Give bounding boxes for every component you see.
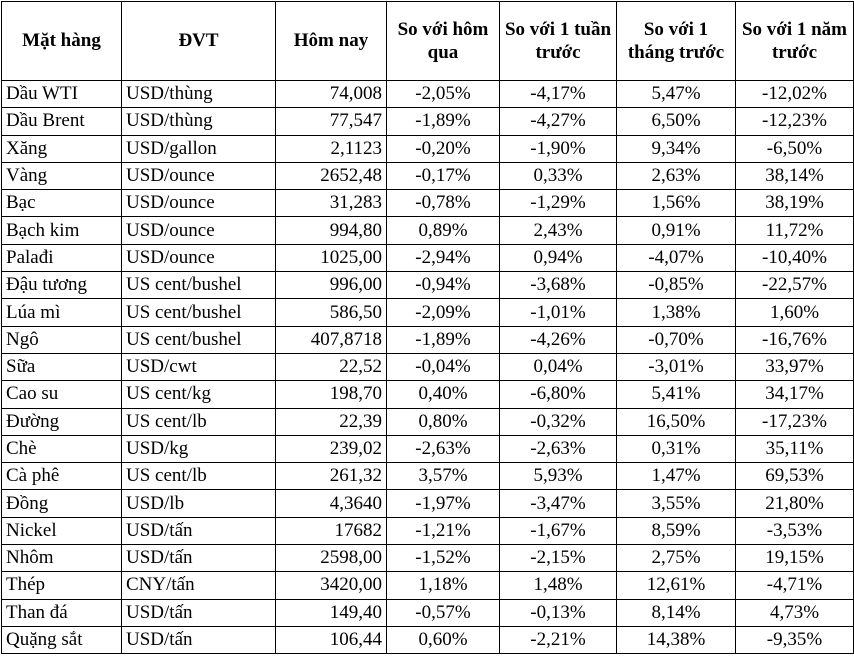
table-row — [2, 108, 854, 135]
cell-today: 3420,00 — [276, 572, 387, 599]
table-row — [2, 244, 854, 271]
cell-vs-week: -6,80% — [500, 381, 617, 408]
cell-unit: US cent/bushel — [122, 299, 276, 326]
cell-vs-year: -12,23% — [736, 108, 854, 135]
cell-vs-week: -1,01% — [500, 299, 617, 326]
table-row — [2, 626, 854, 653]
table-row — [2, 162, 854, 189]
table-row — [2, 190, 854, 217]
cell-vs-week: -2,15% — [500, 545, 617, 572]
cell-unit: USD/cwt — [122, 353, 276, 380]
cell-vs-year: 35,11% — [736, 435, 854, 462]
cell-unit: USD/gallon — [122, 135, 276, 162]
cell-vs-month: 8,59% — [617, 517, 736, 544]
cell-today: 2,1123 — [276, 135, 387, 162]
cell-commodity: Nhôm — [2, 545, 122, 572]
commodity-price-table — [1, 1, 854, 654]
table-row — [2, 81, 854, 108]
cell-vs-month: -0,70% — [617, 326, 736, 353]
cell-vs-year: 11,72% — [736, 217, 854, 244]
cell-today: 31,283 — [276, 190, 387, 217]
cell-vs-month: 6,50% — [617, 108, 736, 135]
cell-commodity: Than đá — [2, 599, 122, 626]
table-body — [2, 81, 854, 654]
cell-vs-week: 0,04% — [500, 353, 617, 380]
cell-vs-month: 0,31% — [617, 435, 736, 462]
cell-vs-yesterday: -0,78% — [387, 190, 500, 217]
cell-unit: USD/tấn — [122, 599, 276, 626]
cell-vs-yesterday: -0,17% — [387, 162, 500, 189]
cell-vs-month: 3,55% — [617, 490, 736, 517]
cell-vs-year: 33,97% — [736, 353, 854, 380]
cell-vs-week: 1,48% — [500, 572, 617, 599]
cell-unit: USD/thùng — [122, 108, 276, 135]
cell-vs-yesterday: -0,57% — [387, 599, 500, 626]
cell-vs-yesterday: -0,94% — [387, 272, 500, 299]
cell-vs-yesterday: -0,04% — [387, 353, 500, 380]
cell-commodity: Quặng sắt — [2, 626, 122, 653]
cell-commodity: Cao su — [2, 381, 122, 408]
cell-vs-week: -3,68% — [500, 272, 617, 299]
cell-unit: CNY/tấn — [122, 572, 276, 599]
cell-vs-yesterday: -1,89% — [387, 326, 500, 353]
cell-vs-week: -1,29% — [500, 190, 617, 217]
table-row — [2, 545, 854, 572]
cell-vs-yesterday: -1,52% — [387, 545, 500, 572]
cell-vs-year: -12,02% — [736, 81, 854, 108]
cell-unit: US cent/bushel — [122, 326, 276, 353]
table-row — [2, 408, 854, 435]
cell-vs-year: -6,50% — [736, 135, 854, 162]
cell-vs-month: 8,14% — [617, 599, 736, 626]
cell-commodity: Bạch kim — [2, 217, 122, 244]
cell-today: 74,008 — [276, 81, 387, 108]
cell-vs-year: 34,17% — [736, 381, 854, 408]
cell-today: 407,8718 — [276, 326, 387, 353]
cell-commodity: Dầu WTI — [2, 81, 122, 108]
header-vs-week: So với 1 tuần trước — [500, 2, 617, 81]
cell-vs-yesterday: 3,57% — [387, 463, 500, 490]
header-today: Hôm nay — [276, 2, 387, 81]
cell-vs-month: 2,63% — [617, 162, 736, 189]
cell-commodity: Thép — [2, 572, 122, 599]
cell-vs-week: -0,32% — [500, 408, 617, 435]
cell-vs-week: 2,43% — [500, 217, 617, 244]
cell-unit: USD/ounce — [122, 190, 276, 217]
cell-today: 2652,48 — [276, 162, 387, 189]
cell-commodity: Lúa mì — [2, 299, 122, 326]
cell-vs-week: -1,90% — [500, 135, 617, 162]
table-row — [2, 217, 854, 244]
cell-unit: USD/lb — [122, 490, 276, 517]
cell-today: 149,40 — [276, 599, 387, 626]
cell-vs-week: -2,21% — [500, 626, 617, 653]
cell-vs-year: 69,53% — [736, 463, 854, 490]
cell-vs-week: -4,17% — [500, 81, 617, 108]
cell-vs-month: -0,85% — [617, 272, 736, 299]
header-unit: ĐVT — [122, 2, 276, 81]
cell-vs-week: -0,13% — [500, 599, 617, 626]
cell-vs-month: 5,47% — [617, 81, 736, 108]
cell-vs-month: 2,75% — [617, 545, 736, 572]
cell-vs-week: 0,33% — [500, 162, 617, 189]
cell-vs-month: 1,38% — [617, 299, 736, 326]
cell-today: 239,02 — [276, 435, 387, 462]
cell-commodity: Cà phê — [2, 463, 122, 490]
table-row — [2, 326, 854, 353]
cell-vs-month: 12,61% — [617, 572, 736, 599]
cell-today: 77,547 — [276, 108, 387, 135]
cell-today: 22,52 — [276, 353, 387, 380]
cell-unit: USD/kg — [122, 435, 276, 462]
table-row — [2, 135, 854, 162]
cell-unit: US cent/lb — [122, 463, 276, 490]
cell-vs-month: -4,07% — [617, 244, 736, 271]
cell-vs-month: 14,38% — [617, 626, 736, 653]
cell-vs-year: 19,15% — [736, 545, 854, 572]
cell-vs-week: 5,93% — [500, 463, 617, 490]
cell-commodity: Nickel — [2, 517, 122, 544]
cell-vs-week: -4,26% — [500, 326, 617, 353]
cell-today: 198,70 — [276, 381, 387, 408]
cell-unit: USD/tấn — [122, 517, 276, 544]
table-header-row — [2, 2, 854, 81]
cell-today: 2598,00 — [276, 545, 387, 572]
cell-commodity: Đường — [2, 408, 122, 435]
cell-commodity: Ngô — [2, 326, 122, 353]
cell-today: 586,50 — [276, 299, 387, 326]
cell-vs-year: 21,80% — [736, 490, 854, 517]
cell-vs-year: 4,73% — [736, 599, 854, 626]
table-row — [2, 353, 854, 380]
cell-vs-month: 1,56% — [617, 190, 736, 217]
cell-commodity: Chè — [2, 435, 122, 462]
cell-vs-month: 5,41% — [617, 381, 736, 408]
cell-today: 106,44 — [276, 626, 387, 653]
cell-vs-yesterday: -2,05% — [387, 81, 500, 108]
cell-vs-year: 38,19% — [736, 190, 854, 217]
cell-vs-year: -4,71% — [736, 572, 854, 599]
cell-today: 17682 — [276, 517, 387, 544]
cell-vs-yesterday: -0,20% — [387, 135, 500, 162]
cell-vs-month: 9,34% — [617, 135, 736, 162]
cell-commodity: Dầu Brent — [2, 108, 122, 135]
cell-vs-yesterday: 0,40% — [387, 381, 500, 408]
cell-unit: USD/ounce — [122, 244, 276, 271]
cell-vs-year: 1,60% — [736, 299, 854, 326]
cell-vs-month: 1,47% — [617, 463, 736, 490]
cell-vs-year: -3,53% — [736, 517, 854, 544]
cell-vs-week: -3,47% — [500, 490, 617, 517]
cell-unit: USD/ounce — [122, 217, 276, 244]
cell-vs-yesterday: 0,80% — [387, 408, 500, 435]
cell-vs-week: -1,67% — [500, 517, 617, 544]
cell-commodity: Palađi — [2, 244, 122, 271]
cell-vs-yesterday: -1,21% — [387, 517, 500, 544]
header-commodity: Mặt hàng — [2, 2, 122, 81]
cell-commodity: Đồng — [2, 490, 122, 517]
cell-unit: USD/tấn — [122, 626, 276, 653]
table-row — [2, 299, 854, 326]
cell-vs-year: -17,23% — [736, 408, 854, 435]
cell-vs-yesterday: 0,60% — [387, 626, 500, 653]
cell-vs-month: 16,50% — [617, 408, 736, 435]
cell-commodity: Vàng — [2, 162, 122, 189]
cell-unit: US cent/bushel — [122, 272, 276, 299]
cell-today: 22,39 — [276, 408, 387, 435]
cell-unit: USD/ounce — [122, 162, 276, 189]
cell-vs-week: -2,63% — [500, 435, 617, 462]
cell-vs-yesterday: -2,09% — [387, 299, 500, 326]
table-row — [2, 381, 854, 408]
cell-vs-yesterday: 0,89% — [387, 217, 500, 244]
cell-vs-month: -3,01% — [617, 353, 736, 380]
cell-today: 1025,00 — [276, 244, 387, 271]
cell-today: 994,80 — [276, 217, 387, 244]
table-row — [2, 599, 854, 626]
cell-vs-year: -22,57% — [736, 272, 854, 299]
cell-commodity: Xăng — [2, 135, 122, 162]
cell-commodity: Bạc — [2, 190, 122, 217]
header-vs-year: So với 1 năm trước — [736, 2, 854, 81]
table-row — [2, 272, 854, 299]
cell-today: 996,00 — [276, 272, 387, 299]
header-vs-month: So với 1 tháng trước — [617, 2, 736, 81]
cell-unit: US cent/kg — [122, 381, 276, 408]
cell-vs-yesterday: -1,89% — [387, 108, 500, 135]
cell-vs-week: -4,27% — [500, 108, 617, 135]
cell-vs-yesterday: -2,94% — [387, 244, 500, 271]
table-row — [2, 435, 854, 462]
cell-vs-yesterday: 1,18% — [387, 572, 500, 599]
cell-vs-year: 38,14% — [736, 162, 854, 189]
table-row — [2, 490, 854, 517]
cell-today: 261,32 — [276, 463, 387, 490]
table-row — [2, 463, 854, 490]
cell-unit: USD/tấn — [122, 545, 276, 572]
cell-commodity: Sữa — [2, 353, 122, 380]
cell-commodity: Đậu tương — [2, 272, 122, 299]
cell-vs-yesterday: -1,97% — [387, 490, 500, 517]
cell-vs-week: 0,94% — [500, 244, 617, 271]
cell-vs-year: -9,35% — [736, 626, 854, 653]
cell-unit: US cent/lb — [122, 408, 276, 435]
cell-vs-year: -10,40% — [736, 244, 854, 271]
table-row — [2, 572, 854, 599]
header-vs-yesterday: So với hôm qua — [387, 2, 500, 81]
cell-unit: USD/thùng — [122, 81, 276, 108]
cell-today: 4,3640 — [276, 490, 387, 517]
table-row — [2, 517, 854, 544]
cell-vs-month: 0,91% — [617, 217, 736, 244]
cell-vs-year: -16,76% — [736, 326, 854, 353]
cell-vs-yesterday: -2,63% — [387, 435, 500, 462]
